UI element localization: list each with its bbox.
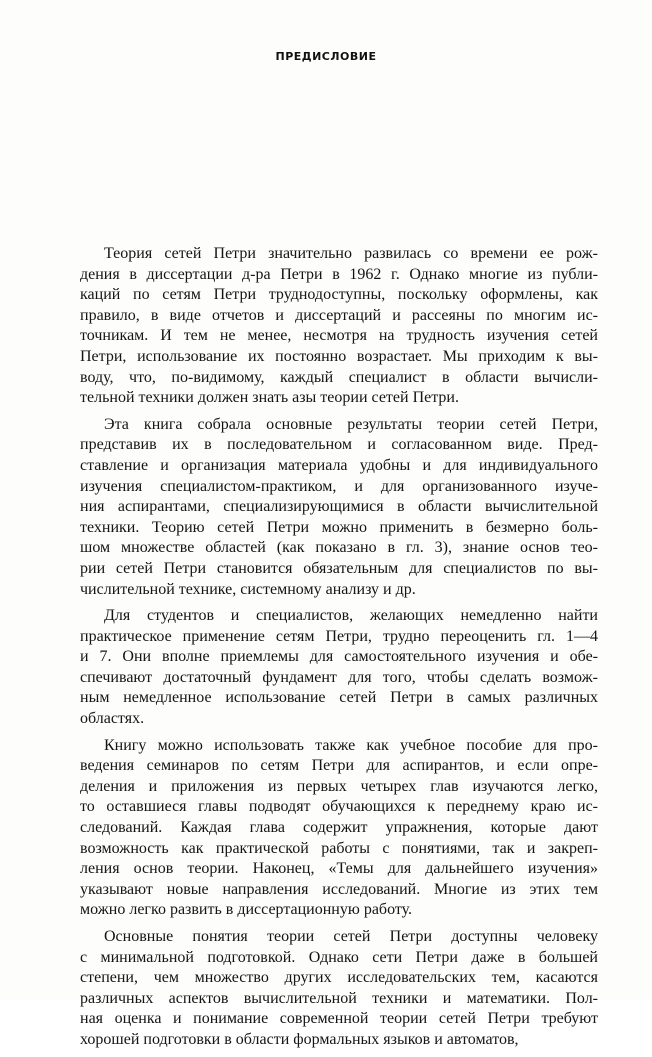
text-line: Для студентов и специалистов, желающих немедленно найти xyxy=(104,607,598,625)
text-line: ния аспирантами, специализирующимися в области вычислительной xyxy=(80,498,598,516)
paragraph-4 xyxy=(80,736,598,921)
text-line: то оставшиеся главы подводят обучающихся к переднему краю ис- xyxy=(80,798,598,816)
text-line: и 7. Они вполне приемлемы для самостоятельного изучения и обе- xyxy=(80,648,598,666)
text-line: тельной техники должен знать азы теории сетей Петри. xyxy=(80,389,459,407)
text-line: точникам. И тем не менее, несмотря на трудность изучения сетей xyxy=(80,327,598,345)
text-line: степени, чем множество других исследовательских тем, касаются xyxy=(80,969,598,987)
text-line: практическое применение сетям Петри, трудно переоценить гл. 1—4 xyxy=(80,627,598,645)
text-line: Теория сетей Петри значительно развилась со времени ее рож- xyxy=(104,245,598,262)
text-line: Книгу можно использовать также как учебное пособие для про- xyxy=(104,736,598,754)
paragraph-2 xyxy=(80,415,598,600)
text-line: областях. xyxy=(80,710,145,728)
text-line: Петри, использование их постоянно возрастает. Мы приходим к вы- xyxy=(80,347,598,365)
text-line: Основные понятия теории сетей Петри доступны человеку xyxy=(104,928,598,945)
paragraph-3 xyxy=(80,606,598,730)
text-line: правило, в виде отчетов и диссертаций и рассеяны по многим ис- xyxy=(80,306,598,324)
text-line: следований. Каждая глава содержит упражнения, которые дают xyxy=(80,819,598,837)
text-line: возможность как практической работы с понятиями, так и закреп- xyxy=(80,839,598,857)
text-line: каций по сетям Петри труднодоступны, поскольку оформлены, как xyxy=(80,286,598,304)
text-line: можно легко развить в диссертационную работу. xyxy=(80,901,413,919)
text-line: шом множестве областей (как показано в гл. 3), знание основ тео- xyxy=(80,539,598,557)
text-line: с минимальной подготовкой. Однако сети Петри даже в большей xyxy=(80,948,598,966)
text-line: воду, что, по-видимому, каждый специалист в области вычисли- xyxy=(80,368,598,386)
text-line: изучения специалистом-практиком, и для организованного изуче- xyxy=(80,477,598,495)
text-line: указывают новые направления исследований. Многие из этих тем xyxy=(80,880,598,898)
text-line: числительной технике, системному анализу и др. xyxy=(80,580,416,598)
text-line: хорошей подготовки в области формальных языков и автоматов, xyxy=(80,1030,519,1048)
text-line: ления основ теории. Наконец, «Темы для дальнейшего изучения» xyxy=(80,860,598,878)
body-text xyxy=(80,244,598,1057)
page-heading: ПРЕДИСЛОВИЕ xyxy=(275,50,377,63)
text-line: ведения семинаров по сетям Петри для аспирантов, и если опре- xyxy=(80,757,598,775)
text-line: ным немедленное использование сетей Петри в самых различных xyxy=(80,689,598,707)
text-line: ная оценка и понимание современной теории сетей Петри требуют xyxy=(80,1010,598,1028)
paragraph-5 xyxy=(80,927,598,1051)
paragraph-1 xyxy=(80,244,598,409)
text-line: представив их в последовательном и согласованном виде. Пред- xyxy=(80,436,598,454)
text-line: различных аспектов вычислительной техники и математики. Пол- xyxy=(80,989,598,1007)
text-line: техники. Теорию сетей Петри можно применить в безмерно боль- xyxy=(80,518,598,536)
text-line: Эта книга собрала основные результаты теории сетей Петри, xyxy=(104,415,598,433)
text-line: рии сетей Петри становится обязательным для специалистов по вы- xyxy=(80,559,598,577)
text-line: спечивают достаточный фундамент для того, чтобы сделать возмож- xyxy=(80,668,598,686)
text-line: ставление и организация материала удобны и для индивидуального xyxy=(80,456,598,474)
text-line: деления и приложения из первых четырех глав изучаются легко, xyxy=(80,777,598,795)
text-line: дения в диссертации д-ра Петри в 1962 г. Однако многие из публи- xyxy=(80,265,598,283)
